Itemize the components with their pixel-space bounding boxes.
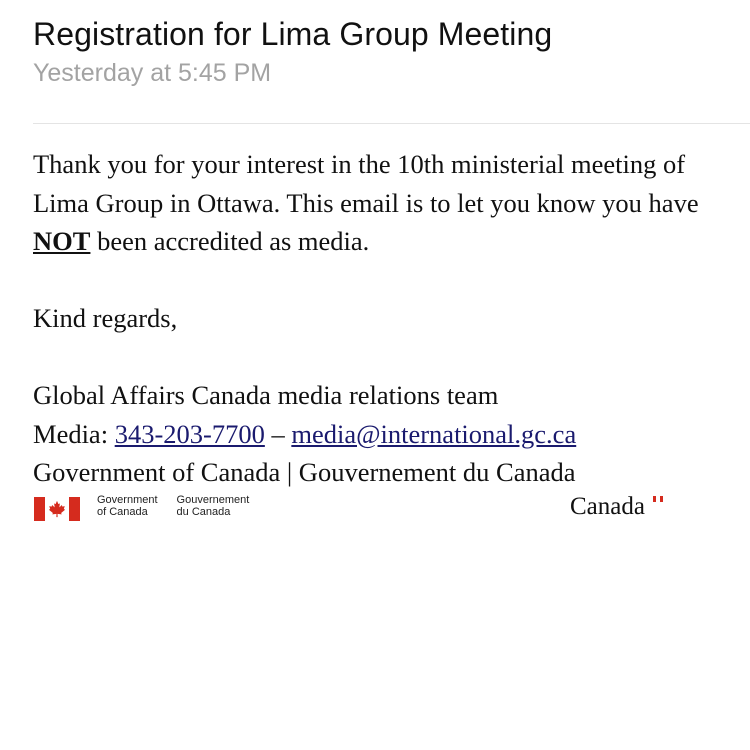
body-paragraph xyxy=(33,145,733,261)
body-emphasis-not: NOT xyxy=(33,226,91,256)
email-header xyxy=(33,14,733,90)
email-timestamp: Yesterday at 5:45 PM xyxy=(33,59,272,87)
wordmark-text: Canada xyxy=(570,493,645,520)
phone-link[interactable]: 343-203-7700 xyxy=(114,418,265,449)
fip-fr-line2: du Canada xyxy=(176,506,231,518)
government-signature-logo xyxy=(34,494,249,524)
email-link[interactable]: media@international.gc.ca xyxy=(291,418,577,449)
body-text-intro: Thank you for your interest in the 10th ministerial meeting of Lima Group in Ottawa. This email is to let you know you have xyxy=(33,149,699,218)
signature-contact xyxy=(33,415,733,454)
media-label: Media: xyxy=(33,418,115,449)
wordmark-flag-icon xyxy=(653,496,663,502)
signature-team: Global Affairs Canada media relations team xyxy=(33,380,499,410)
fip-english xyxy=(97,494,158,518)
fip-en-line2: of Canada xyxy=(97,506,148,518)
contact-separator: – xyxy=(264,418,292,449)
body-text-outro: been accredited as media. xyxy=(90,226,370,256)
email-body xyxy=(33,145,733,492)
signature-government: Government of Canada | Gouvernement du Canada xyxy=(33,457,576,487)
canada-flag-icon xyxy=(34,497,80,521)
closing-line: Kind regards, xyxy=(33,303,178,333)
canada-wordmark xyxy=(570,492,645,522)
fip-fr-line1: Gouvernement xyxy=(176,494,250,506)
email-subject: Registration for Lima Group Meeting xyxy=(33,16,553,52)
fip-en-line1: Government xyxy=(97,494,158,506)
fip-french xyxy=(177,494,250,518)
header-divider xyxy=(33,123,750,124)
